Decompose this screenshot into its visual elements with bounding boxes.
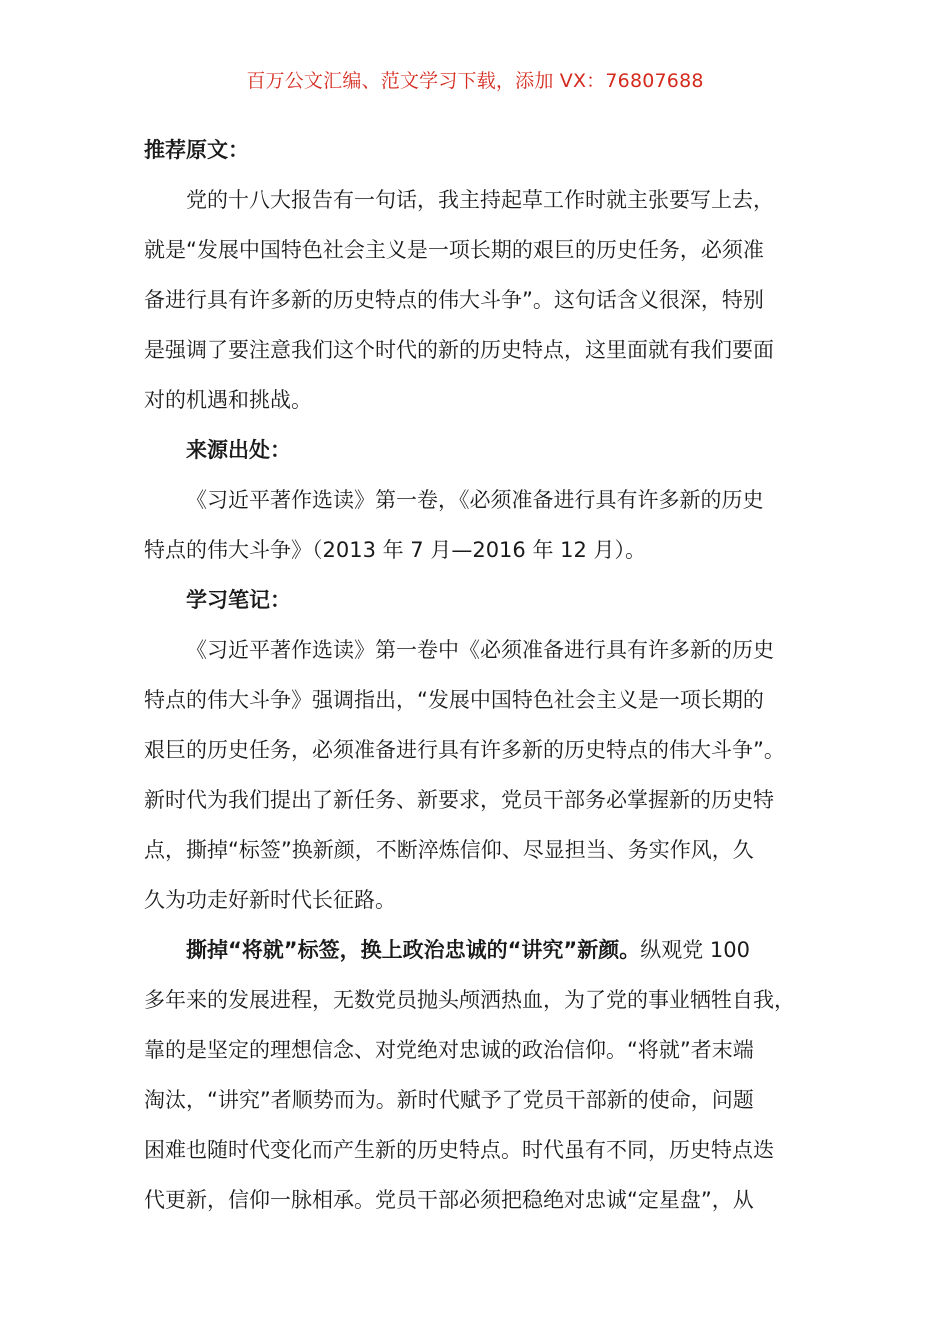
section-heading-source: 来源出处： [186,438,291,462]
paragraph-line: 点，撕掉“标签”换新颜，不断淬炼信仰、尽显担当、务实作风，久 [144,838,754,862]
paragraph-line: 靠的是坚定的理想信念、对党绝对忠诚的政治信仰。“将就”者末端 [144,1038,754,1062]
section-heading-notes: 学习笔记： [186,588,291,612]
paragraph-line: 就是“发展中国特色社会主义是一项长期的艰巨的历史任务，必须准 [144,238,764,262]
section-heading-recommended: 推荐原文： [144,138,249,162]
paragraph-line: 代更新，信仰一脉相承。党员干部必须把稳绝对忠诚“定星盘”，从 [144,1188,754,1212]
paragraph-line: 《习近平著作选读》第一卷，《必须准备进行具有许多新的历史 [186,488,764,512]
point1-first-line-rest: 纵观党 100 [640,938,750,962]
paragraph-line-point1-lead [144,925,804,975]
paragraph-line: 对的机遇和挑战。 [144,388,312,412]
paragraph-line: 备进行具有许多新的历史特点的伟大斗争”。这句话含义很深，特别 [144,288,764,312]
document-body [144,125,804,1225]
paragraph-line: 特点的伟大斗争》（2013 年 7 月—2016 年 12 月）。 [144,538,647,562]
paragraph-line: 淘汰，“讲究”者顺势而为。新时代赋予了党员干部新的使命，问题 [144,1088,754,1112]
paragraph-line: 党的十八大报告有一句话，我主持起草工作时就主张要写上去， [186,188,774,212]
paragraph-line: 困难也随时代变化而产生新的历史特点。时代虽有不同，历史特点迭 [144,1138,774,1162]
paragraph-line: 《习近平著作选读》第一卷中《必须准备进行具有许多新的历史 [186,638,774,662]
paragraph-line: 多年来的发展进程，无数党员抛头颅洒热血，为了党的事业牺牲自我， [144,988,795,1012]
paragraph-line: 艰巨的历史任务，必须准备进行具有许多新的历史特点的伟大斗争”。 [144,738,785,762]
paragraph-line: 新时代为我们提出了新任务、新要求，党员干部务必掌握新的历史特 [144,788,774,812]
paragraph-line: 特点的伟大斗争》强调指出，“发展中国特色社会主义是一项长期的 [144,688,764,712]
watermark-header: 百万公文汇编、范文学习下载，添加 VX：76807688 [246,70,704,92]
paragraph-line: 是强调了要注意我们这个时代的新的历史特点，这里面就有我们要面 [144,338,774,362]
paragraph-line: 久为功走好新时代长征路。 [144,888,396,912]
point1-bold-lead: 撕掉“将就”标签，换上政治忠诚的“讲究”新颜。 [186,938,641,962]
